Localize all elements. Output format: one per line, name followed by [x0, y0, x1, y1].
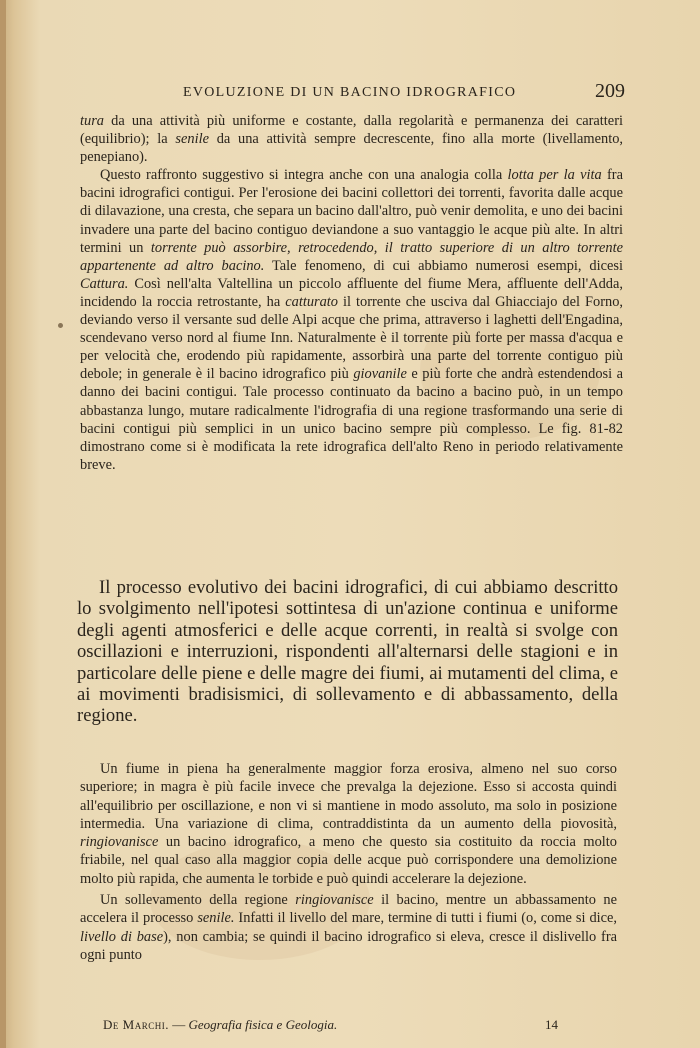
italic-text-run: livello di base: [80, 928, 164, 945]
text-run: Infatti il livello del mare, termine di tutti i fiumi (o, come si dice,: [234, 910, 618, 927]
section-capture-text: [80, 112, 623, 474]
text-run: da una attività sempre decrescente, fino alla morte (livellamento, penepiano).: [80, 131, 623, 166]
text-run: un bacino idrografico, a meno che questo sia costituito da roccia molto friabile, nel qual caso alla maggior copia delle acque può corrispondere una demolizione molto più rapida, che aumenta le torbide e può quindi accelerare la dejezione.: [80, 834, 617, 887]
italic-text-run: giovanile: [353, 366, 407, 383]
footer-author: De Marchi.: [103, 1017, 169, 1032]
text-run: Tale fenomeno, di cui abbiamo numerosi esempi, dicesi: [264, 257, 623, 274]
footer-book-title: Geografia fisica e Geologia.: [188, 1017, 338, 1032]
italic-text-run: senile.: [197, 910, 235, 927]
text-run: Questo raffronto suggestivo si integra anche con una analogia colla: [100, 167, 508, 184]
text-run: Un sollevamento della regione: [100, 892, 296, 909]
section-oscillation-text: [80, 760, 617, 964]
italic-text-run: tura: [80, 113, 104, 129]
section-summary: [77, 577, 618, 727]
text-run: il bacino, mentre un abbassamento ne accelera il processo: [80, 892, 617, 927]
paragraph-river-capture: [80, 166, 623, 474]
page-spine-shadow: [0, 0, 6, 1048]
text-run: fra bacini idrografici contigui. Per l'erosione dei bacini collettori dei torrenti, favorita dalle acque di dilavazione, una cresta, che separa un bacino dall'altro, può venir demolita, e uno dei bacini invadere una parte del bacino contiguo deviandone a suo vantaggio le acque più alte. In altri termini un: [80, 167, 623, 256]
running-title: EVOLUZIONE DI UN BACINO IDROGRAFICO: [183, 85, 517, 100]
summary-paragraph: Il processo evolutivo dei bacini idrografici, di cui abbiamo descritto lo svolgimento nell'ipotesi sottintesa di un'azione continua e uniforme degli agenti atmosferici e delle acque correnti, in realtà si svolge con oscillazioni e interruzioni, rispondenti all'alternarsi delle stagioni e in particolare delle piene e delle magre dei fiumi, ai mutamenti del clima, e ai movimenti bradisismici, di sollevamento e di abbassamento, della regione.: [77, 577, 618, 727]
italic-text-run: ringiovanisce: [80, 834, 159, 851]
italic-text-run: torrente può assorbire, retrocedendo, il tratto superiore di un altro torrente appartenente ad altro bacino.: [80, 239, 623, 274]
signature-mark: 14: [545, 1017, 558, 1032]
paragraph-flood-erosion: [80, 760, 617, 888]
italic-text-run: Cattura.: [80, 275, 129, 292]
italic-text-run: catturato: [285, 293, 338, 310]
text-run: e più forte che andrà estendendosi a danno dei bacini contigui. Tale processo continuato da bacino a bacino può, in un tempo abbastanza lungo, mutare radicalmente l'idrografia di una regione trasformando una serie di bacini contigui più semplici in un unico bacino sempre più complesso. Le fig. 81-82 dimostrano come si è modificata la rete idrografica dell'alto Reno in periodo relativamente breve.: [80, 366, 623, 473]
margin-mark: [58, 323, 63, 328]
italic-text-run: ringiovanisce: [295, 892, 374, 909]
page-footer: [103, 1017, 558, 1037]
text-run: Così nell'alta Valtellina un piccolo affluente del fiume Mera, affluente dell'Adda, incidendo la roccia retrostante, ha: [80, 275, 623, 310]
text-run: Un fiume in piena ha generalmente maggior forza erosiva, almeno nel suo corso superiore; in magra è più facile invece che prevalga la dejezione. Esso si accosta quindi all'equilibrio per oscillazione, e non vi si mantiene in modo assoluto, ma solo in posizione intermedia. Una variazione di clima, contraddistinta da un aumento della piovosità,: [80, 761, 617, 832]
text-run: il torrente che usciva dal Ghiacciajo del Forno, deviando verso il versante sud delle Alpi acque che prima, attraverso i laghetti dell'Engadina, scendevano verso nord al fiume Inn. Naturalmente è il torrente più forte per massa d'acqua e per velocità che, erodendo più rapidamente, assorbirà una parte del torrente contiguo più debole; in generale è il bacino idrografico più: [80, 293, 623, 383]
italic-text-run: lotta per la vita: [507, 167, 602, 184]
page-header: [80, 80, 625, 104]
text-run: ), non cambia; se quindi il bacino idrografico si eleva, cresce il dislivello fra ogni punto: [80, 928, 617, 963]
footer-dash: —: [168, 1017, 189, 1032]
italic-text-run: senile: [175, 131, 209, 148]
paragraph-senile-stage: [80, 112, 623, 166]
paragraph-uplift: [80, 891, 617, 964]
page-number: 209: [595, 80, 625, 102]
text-run: da una attività più uniforme e costante, dalla regolarità e permanenza dei caratteri (equilibrio); la: [80, 113, 623, 148]
